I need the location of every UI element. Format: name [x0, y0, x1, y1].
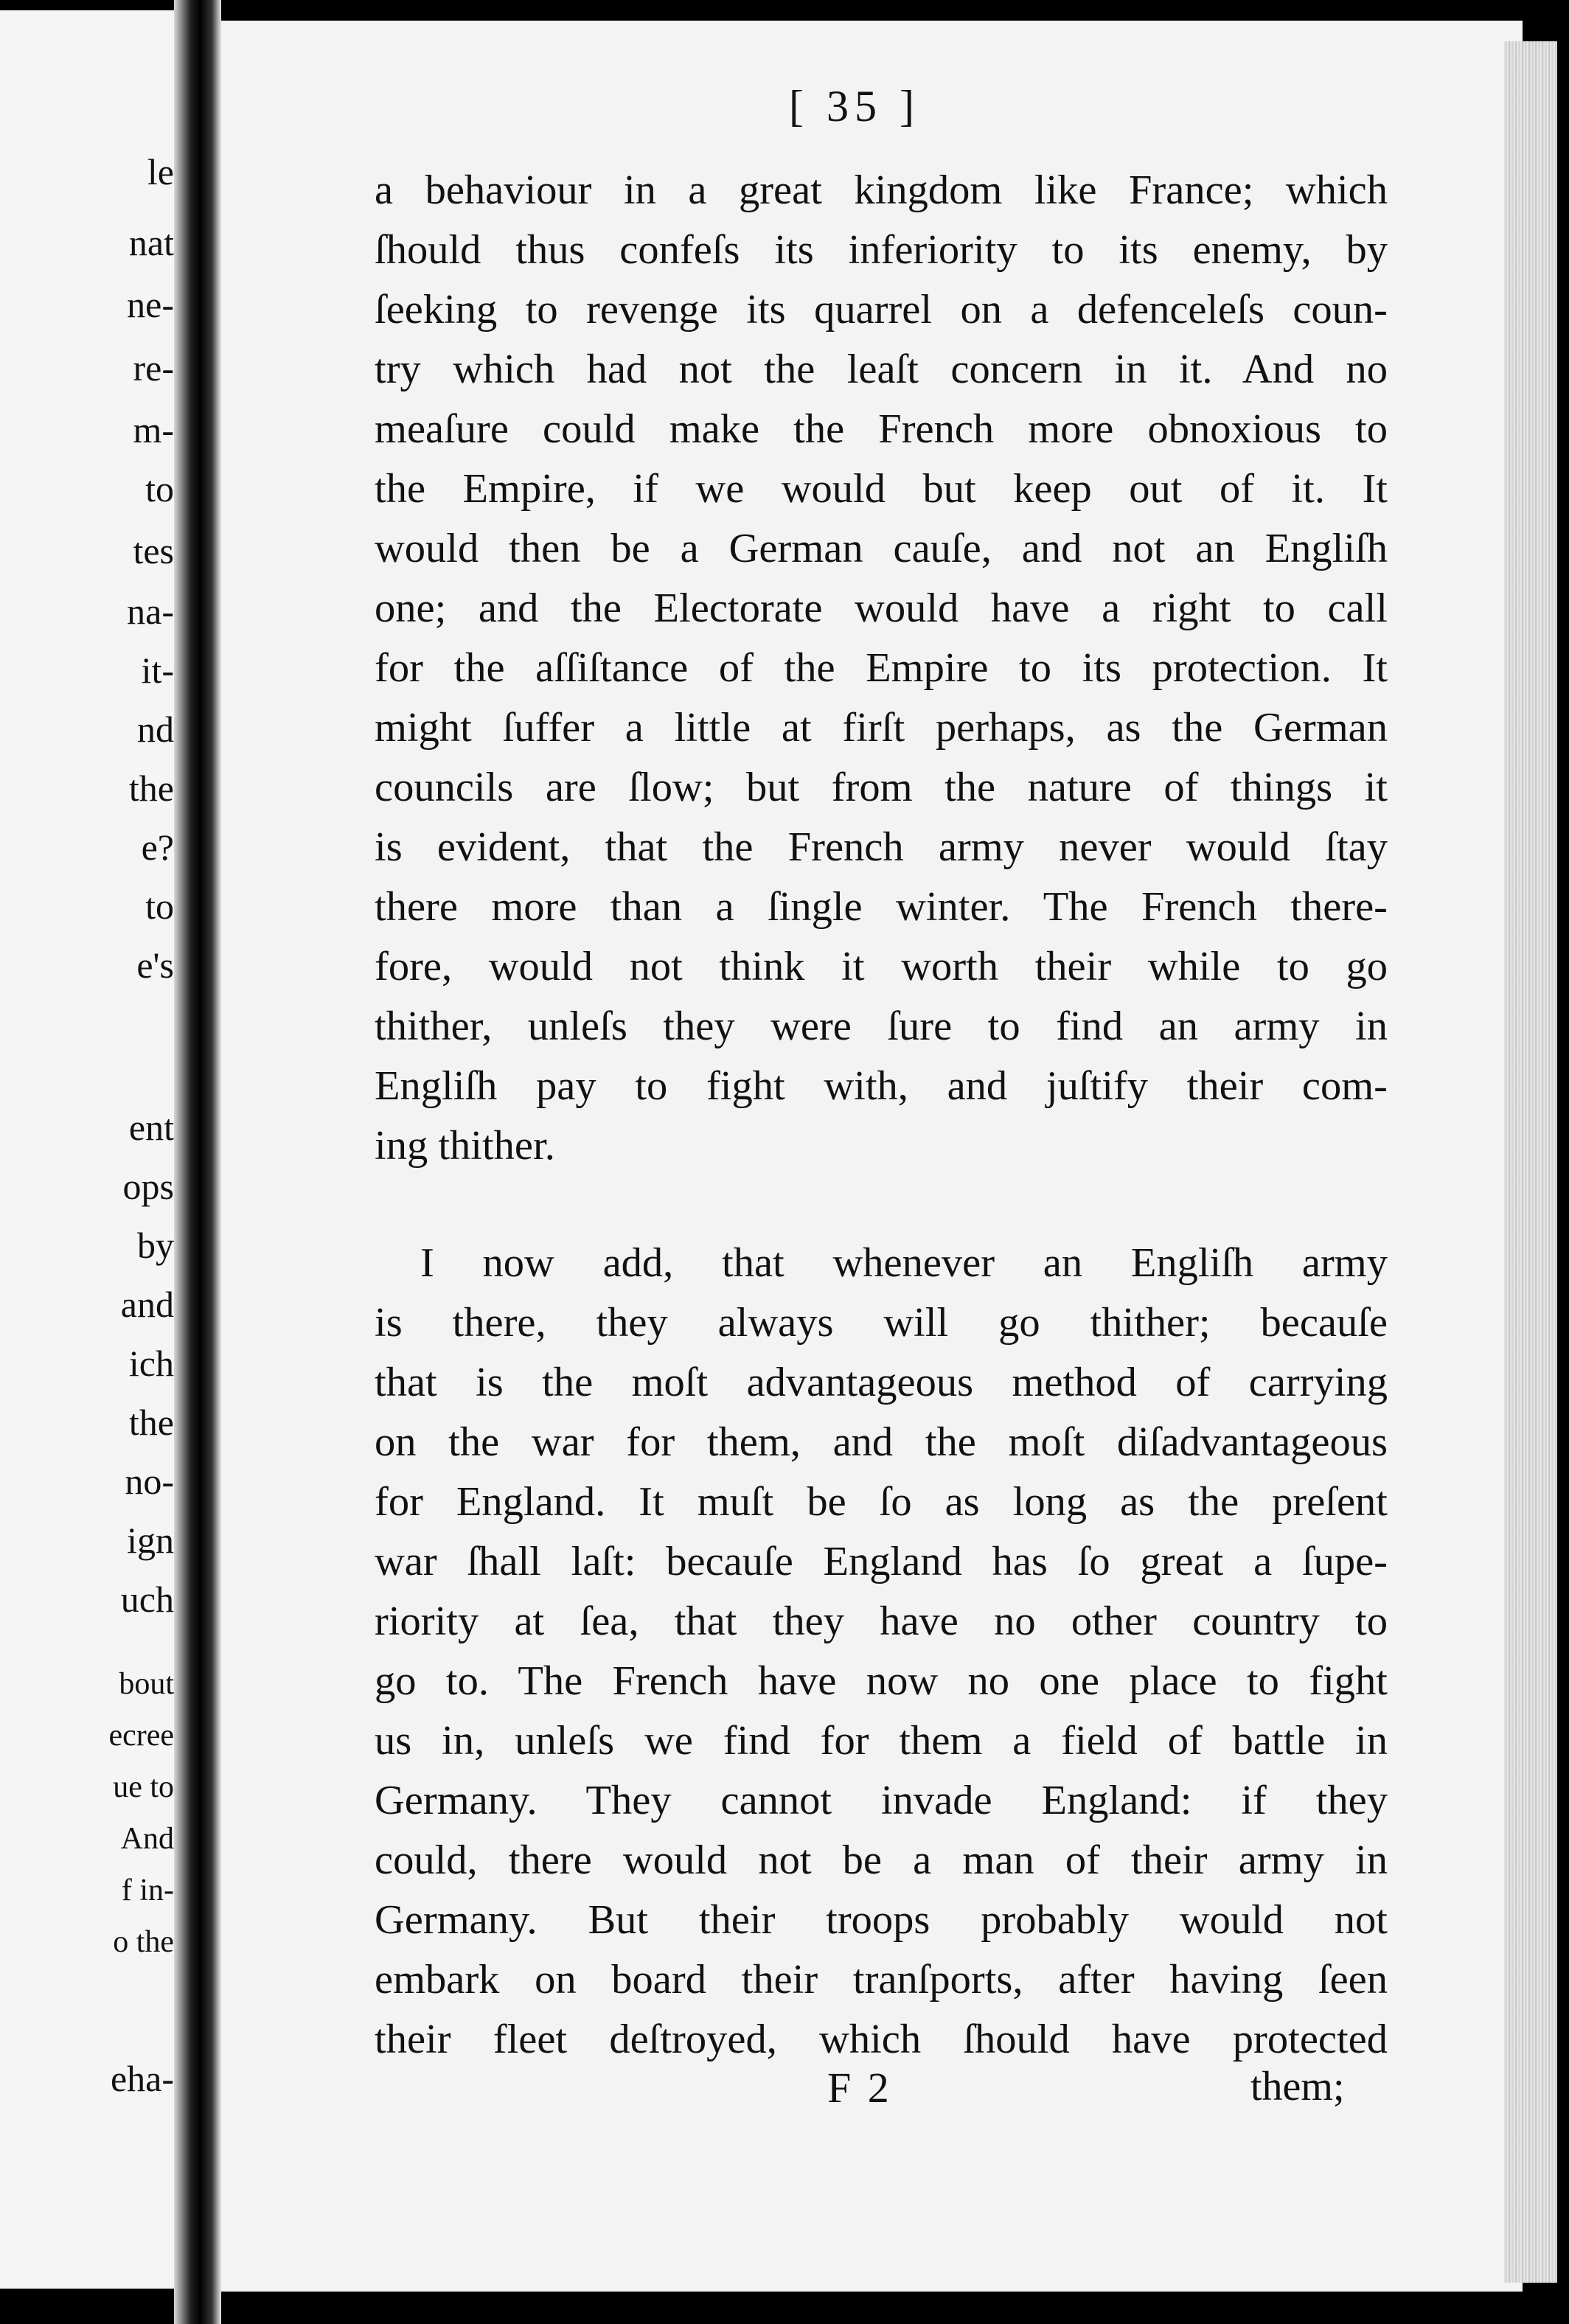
text-line: ing thither.	[375, 1123, 555, 1169]
signature-mark: F 2	[827, 2064, 892, 2112]
facing-page-fragment: o the	[113, 1925, 174, 1959]
facing-page-fragment: nd	[137, 709, 174, 750]
facing-page-fragment: ops	[122, 1166, 174, 1207]
text-line: for the aſſiſtance of the Empire to its protection. It	[375, 645, 1388, 691]
text-line: war ſhall laſt: becauſe England has ſo great a ſupe-	[375, 1539, 1388, 1584]
text-line: fore, would not think it worth their while to go	[375, 944, 1388, 989]
paragraph-1	[375, 161, 1388, 1176]
text-line: I now add, that whenever an Engliſh army	[420, 1240, 1388, 1286]
text-line: for England. It muſt be ſo as long as the preſent	[375, 1479, 1388, 1525]
text-line: Germany. They cannot invade England: if they	[375, 1778, 1388, 1823]
text-line: try which had not the leaſt concern in it. And no	[375, 347, 1388, 392]
text-line: Germany. But their troops probably would not	[375, 1897, 1388, 1943]
text-line: is evident, that the French army never would ſtay	[375, 824, 1388, 870]
page-edges	[1504, 41, 1557, 2283]
page-number: [ 35 ]	[789, 82, 920, 131]
facing-page-fragment: ign	[127, 1520, 174, 1561]
facing-page-fragment: bout	[119, 1667, 174, 1701]
body-text	[375, 161, 1388, 2070]
text-line: could, there would not be a man of their army in	[375, 1837, 1388, 1883]
facing-page-fragment: e's	[136, 944, 174, 986]
facing-page-fragment: no-	[125, 1461, 174, 1502]
facing-page-fragment: ich	[128, 1343, 174, 1384]
text-line: thither, unleſs they were ſure to find an army in	[375, 1003, 1388, 1049]
text-line: us in, unleſs we find for them a field of battle in	[375, 1718, 1388, 1764]
text-line: ſhould thus confeſs its inferiority to its enemy, by	[375, 227, 1388, 273]
text-line: ſeeking to revenge its quarrel on a defenceleſs coun-	[375, 287, 1388, 333]
text-line: on the war for them, and the moſt diſadvantageous	[375, 1419, 1388, 1465]
facing-page	[0, 10, 201, 2289]
facing-page-fragment: m-	[133, 409, 174, 450]
facing-page-fragment: to	[145, 468, 174, 509]
facing-page-fragment: uch	[120, 1579, 174, 1620]
facing-page-fragment: ecree	[108, 1719, 174, 1753]
facing-page-fragment: the	[128, 1402, 174, 1443]
text-line: a behaviour in a great kingdom like France; which	[375, 167, 1388, 213]
facing-page-fragment: le	[147, 151, 174, 192]
facing-page-fragment: re-	[133, 347, 174, 389]
facing-page-fragment: tes	[133, 530, 174, 571]
book-gutter	[174, 0, 221, 2324]
facing-page-fragment: e?	[141, 827, 174, 868]
text-line: meaſure could make the French more obnoxious to	[375, 406, 1388, 452]
text-line: councils are ſlow; but from the nature of things it	[375, 765, 1388, 810]
facing-page-fragment: ne-	[127, 284, 174, 325]
text-line: the Empire, if we would but keep out of it. It	[375, 466, 1388, 512]
text-line: their fleet deſtroyed, which ſhould have protected	[375, 2017, 1388, 2062]
facing-page-fragment: ue to	[113, 1770, 174, 1804]
facing-page-fragment: f in-	[121, 1874, 174, 1907]
catchword: them;	[1250, 2064, 1345, 2109]
paragraph-gap	[375, 1176, 1388, 1234]
paragraph-2	[375, 1234, 1388, 2070]
facing-page-fragment: and	[120, 1284, 174, 1325]
text-line: riority at ſea, that they have no other country to	[375, 1598, 1388, 1644]
text-line: Engliſh pay to fight with, and juſtify their com-	[375, 1063, 1388, 1109]
text-line: go to. The French have now no one place to fight	[375, 1658, 1388, 1704]
text-line: might ſuffer a little at firſt perhaps, as the German	[375, 705, 1388, 751]
facing-page-fragment: by	[137, 1225, 174, 1266]
text-line: embark on board their tranſports, after having ſeen	[375, 1957, 1388, 2003]
facing-page-fragment: ent	[128, 1107, 174, 1148]
facing-page-fragment: And	[120, 1822, 174, 1856]
text-line: is there, they always will go thither; becauſe	[375, 1300, 1388, 1346]
facing-page-fragment: to	[145, 886, 174, 927]
text-line: one; and the Electorate would have a right to call	[375, 585, 1388, 631]
text-line: that is the moſt advantageous method of carrying	[375, 1360, 1388, 1405]
text-line: there more than a ſingle winter. The French there-	[375, 884, 1388, 930]
facing-page-fragment: the	[128, 768, 174, 809]
facing-page-fragment: it-	[141, 650, 174, 691]
text-line: would then be a German cauſe, and not an Engliſh	[375, 526, 1388, 571]
facing-page-fragment: eha-	[110, 2058, 174, 2099]
facing-page-fragment: na-	[127, 591, 174, 632]
facing-page-fragment: nat	[128, 222, 174, 263]
